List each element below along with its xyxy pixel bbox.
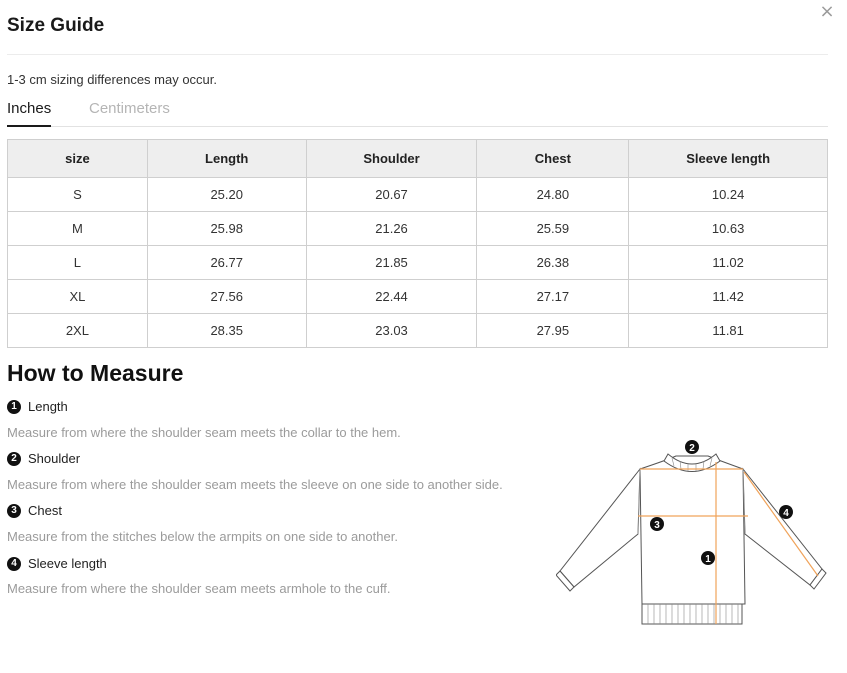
measure-description: Measure from where the shoulder seam meets the collar to the hem. — [7, 425, 401, 440]
column-header: Sleeve length — [629, 140, 828, 178]
table-cell: 11.81 — [629, 314, 828, 348]
table-row — [8, 246, 828, 280]
table-cell: 2XL — [8, 314, 148, 348]
table-cell: 28.35 — [147, 314, 306, 348]
measure-label: Shoulder — [28, 451, 81, 466]
table-cell: 22.44 — [306, 280, 477, 314]
how-to-measure-title: How to Measure — [7, 360, 184, 386]
table-row — [8, 280, 828, 314]
table-cell: 25.59 — [477, 212, 629, 246]
column-header: size — [8, 140, 148, 178]
close-icon[interactable]: × — [819, 1, 835, 22]
measure-item-sleeve-length — [7, 556, 107, 571]
number-badge-icon: 4 — [7, 557, 21, 571]
size-table — [7, 139, 828, 348]
table-cell: S — [8, 178, 148, 212]
marker-4: 4 — [783, 508, 789, 519]
table-cell: 27.17 — [477, 280, 629, 314]
measure-description: Measure from where the shoulder seam meets the sleeve on one side to another side. — [7, 477, 503, 492]
measure-description: Measure from the stitches below the armpits on one side to another. — [7, 529, 398, 544]
table-cell: 24.80 — [477, 178, 629, 212]
measure-label: Sleeve length — [28, 556, 107, 571]
table-row — [8, 212, 828, 246]
tab-inches[interactable]: Inches — [7, 100, 51, 127]
table-cell: 11.42 — [629, 280, 828, 314]
table-cell: M — [8, 212, 148, 246]
table-cell: L — [8, 246, 148, 280]
table-cell: 21.26 — [306, 212, 477, 246]
table-cell: 23.03 — [306, 314, 477, 348]
page-title: Size Guide — [7, 15, 105, 36]
marker-3: 3 — [654, 520, 660, 531]
sweater-diagram-icon — [556, 436, 828, 630]
number-badge-icon: 3 — [7, 504, 21, 518]
unit-tabs — [7, 100, 828, 127]
sizing-notice: 1-3 cm sizing differences may occur. — [7, 72, 218, 87]
table-cell: 26.77 — [147, 246, 306, 280]
measure-item-length — [7, 399, 68, 414]
number-badge-icon: 1 — [7, 400, 21, 414]
measure-description: Measure from where the shoulder seam meets armhole to the cuff. — [7, 581, 391, 596]
table-cell: 10.24 — [629, 178, 828, 212]
measure-item-chest — [7, 503, 62, 518]
column-header: Length — [147, 140, 306, 178]
measure-item-shoulder — [7, 451, 80, 466]
table-header-row — [8, 140, 828, 178]
table-row — [8, 314, 828, 348]
table-cell: XL — [8, 280, 148, 314]
marker-2: 2 — [689, 443, 695, 454]
column-header: Chest — [477, 140, 629, 178]
table-cell: 11.02 — [629, 246, 828, 280]
table-cell: 26.38 — [477, 246, 629, 280]
table-cell: 27.56 — [147, 280, 306, 314]
table-cell: 20.67 — [306, 178, 477, 212]
measure-label: Length — [28, 399, 68, 414]
table-cell: 25.98 — [147, 212, 306, 246]
marker-1: 1 — [705, 554, 711, 565]
column-header: Shoulder — [306, 140, 477, 178]
tab-centimeters[interactable]: Centimeters — [89, 100, 170, 117]
table-cell: 25.20 — [147, 178, 306, 212]
measure-label: Chest — [28, 503, 62, 518]
number-badge-icon: 2 — [7, 452, 21, 466]
table-row — [8, 178, 828, 212]
table-cell: 10.63 — [629, 212, 828, 246]
table-cell: 27.95 — [477, 314, 629, 348]
header-divider — [7, 54, 828, 55]
table-cell: 21.85 — [306, 246, 477, 280]
